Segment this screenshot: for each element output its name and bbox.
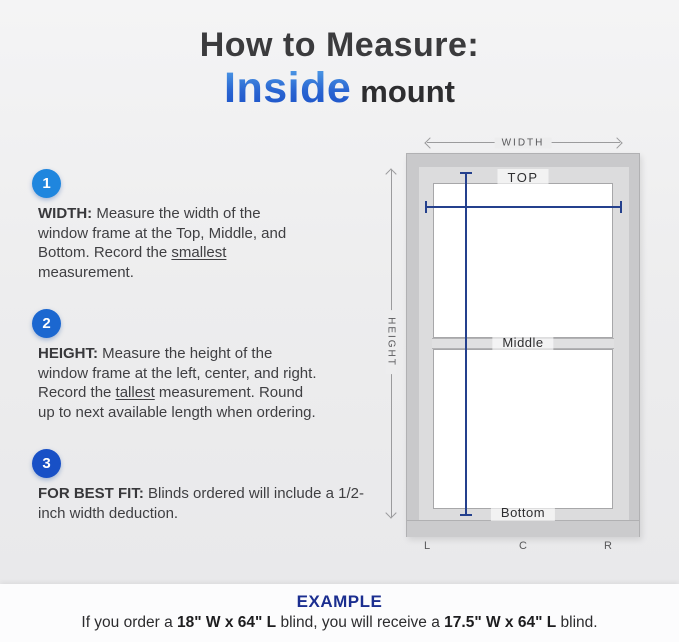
step-2-lead: HEIGHT: (38, 345, 98, 362)
page-title-line1: How to Measure: (199, 26, 480, 64)
height-measure-tick-bottom (460, 514, 472, 516)
height-measure-line (465, 172, 467, 516)
example-ordered-size: 18" W x 64" L (177, 614, 277, 631)
width-measure-line (425, 206, 622, 208)
width-arrow-right-icon (611, 137, 622, 148)
example-received-size: 17.5" W x 64" L (444, 614, 557, 631)
example-banner (0, 584, 679, 642)
step-3-body: Blinds ordered will include a 1/2-inch width deduction. (38, 485, 364, 522)
step-1-body: Measure the width of the window frame at the Top, Middle, and Bottom. Record the (38, 205, 287, 261)
example-mid: blind, you will receive a (276, 614, 445, 631)
example-post: blind. (556, 614, 598, 631)
window-sill (407, 520, 639, 537)
step-1-underlined: smallest (171, 244, 227, 261)
width-arrow-left-icon (424, 137, 435, 148)
step-2-underlined: tallest (115, 384, 155, 401)
axis-label-left: L (423, 540, 431, 552)
mark-middle: Middle (492, 334, 553, 351)
window-pane-bottom (433, 349, 613, 509)
mark-top: TOP (498, 169, 549, 186)
mark-bottom: Bottom (491, 504, 555, 521)
title-block (0, 26, 679, 121)
step-1-body-end: measurement. (38, 263, 134, 281)
width-measure-tick-right (620, 201, 622, 213)
step-1-lead: WIDTH: (38, 205, 93, 222)
title-accent-inside: Inside (224, 64, 352, 112)
step-badge: 2 (32, 309, 61, 338)
example-sentence (0, 614, 679, 632)
axis-label-right: R (604, 540, 612, 552)
step-badge: 3 (32, 449, 61, 478)
page-title-line2 (0, 65, 679, 121)
step-2-body: Measure the height of the window frame at the left, center, and right. Record the (38, 345, 317, 401)
step-1-text (38, 204, 310, 282)
height-dimension-label: HEIGHT (386, 310, 397, 374)
step-2-text (38, 344, 322, 422)
height-arrow-down-icon (385, 507, 396, 518)
width-measure-tick-left (425, 201, 427, 213)
height-measure-tick-top (460, 172, 472, 174)
axis-label-center: C (519, 540, 527, 552)
title-mount: mount (360, 74, 455, 109)
step-3-lead: FOR BEST FIT: (38, 485, 144, 502)
height-arrow-up-icon (385, 168, 396, 179)
step-3-text (38, 484, 383, 523)
step-badge: 1 (32, 169, 61, 198)
step-2-body-end: measurement. Round up to next available length when ordering. (38, 384, 316, 421)
example-heading: EXAMPLE (296, 592, 383, 611)
example-pre: If you order a (81, 614, 178, 631)
window-diagram (382, 130, 666, 562)
width-dimension-label: WIDTH (495, 138, 552, 149)
